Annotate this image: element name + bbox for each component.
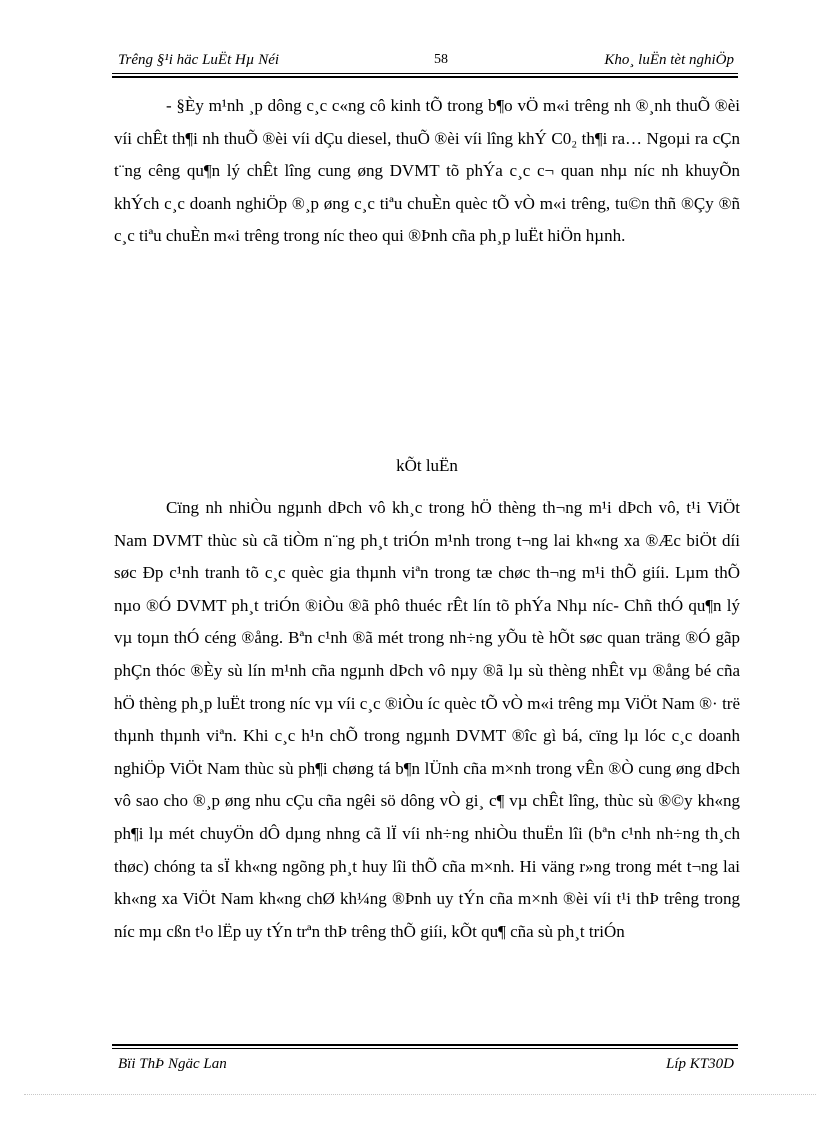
paragraph-2-text: Cïng nh nhiÒu ngµnh dÞch vô kh¸c trong hÖ thèng th¬ng m¹i dÞch vô, t¹i ViÖt Nam DVMT thùc sù cã tiÒm n¨ng ph¸t triÓn m¹nh trong t¬ng lai kh«ng xa ®Æc biÖt díi søc Ðp c¹nh tranh tõ c¸c quèc gia thµnh viªn trong tæ chøc th¬ng m¹i thÕ giíi. Lµm thÕ nµo ®Ó DVMT ph¸t triÓn ®iÒu ®ã phô thuéc rÊt lín tõ phÝa Nhµ níc- Chñ thÓ qu¶n lý vµ toµn thÓ céng ®ång. Bªn c¹nh ®ã mét trong nh÷ng yÕu tè hÕt søc quan träng ®Ó gãp phÇn thóc ®Èy sù lín m¹nh cña ngµnh dÞch vô nµy ®ã lµ sù thèng nhÊt vµ ®ång bé cña hÖ thèng ph¸p luËt trong níc vµ víi c¸c ®iÒu íc quèc tÕ vÒ m«i trêng mµ ViÖt Nam ®· trë thµnh thµnh viªn. Khi c¸c h¹n chÕ trong ngµnh DVMT ®îc gì bá, cïng lµ lóc c¸c doanh nghiÖp ViÖt Nam thùc sù ph¶i chøng tá b¶n lÜnh cña m×nh trong vÊn ®Ò cung øng dÞch vô sao cho ®¸p øng nhu cÇu cña ngêi sö dông vÒ gi¸ c¶ vµ chÊt lîng, thùc sù ®©y kh«ng ph¶i lµ mét chuyÖn dÔ dµng nhng cã lÏ víi nh÷ng nhiÒu thuËn lîi (bªn c¹nh nh÷ng th¸ch thøc) chóng ta sÏ kh«ng ngõng ph¸t huy lîi thÕ cña m×nh. Hi väng r»ng trong mét t¬ng lai kh«ng xa ViÖt Nam kh«ng chØ kh¼ng ®Þnh uy tÝn cña m×nh ®èi víi t¹i thÞ trêng trong níc mµ cßn t¹o lËp uy tÝn trªn thÞ trêng thÕ giíi, kÕt qu¶ cña sù ph¸t triÓn <box>114 498 740 941</box>
header-document-type: Kho¸ luËn tèt nghiÖp <box>604 52 734 68</box>
header-page-number: 58 <box>434 52 448 67</box>
page-header <box>112 50 736 72</box>
header-rule-thick <box>112 76 738 78</box>
page-footer <box>112 1054 738 1078</box>
footer-class-name: Líp KT30D <box>666 1056 734 1072</box>
footer-author-name: Bïi ThÞ Ngäc Lan <box>118 1056 227 1072</box>
footer-rule-thick <box>112 1044 738 1046</box>
paragraph-1-text: - §Èy m¹nh ¸p dông c¸c c«ng cô kinh tÕ trong b¶o vÖ m«i trêng nh ®¸nh thuÕ ®èi víi chÊt th¶i nh thuÕ ®èi víi dÇu diesel, thuÕ ®èi víi lîng khÝ C0₂ th¶i ra… Ngoµi ra cÇn t¨ng cêng qu¶n lý chÊt lîng cung øng DVMT tõ phÝa c¸c c¬ quan nhµ níc nh khuyÕn khÝch c¸c doanh nghiÖp ®¸p øng c¸c tiªu chuÈn quèc tÕ vÒ m«i trêng, tu©n thñ ®Çy ®ñ c¸c tiªu chuÈn m«i trêng trong níc theo qui ®Þnh cña ph¸p luËt hiÖn hµnh. <box>114 96 740 246</box>
page-edge-line <box>24 1094 816 1095</box>
paragraph-recommendations <box>114 90 740 253</box>
header-school-name: Trêng §¹i häc LuËt Hµ Néi <box>118 52 280 68</box>
paragraph-conclusion <box>114 492 740 948</box>
section-title-conclusion: kÕt luËn <box>396 456 458 475</box>
header-rule-thin <box>112 73 738 74</box>
footer-rule-thin <box>112 1048 738 1049</box>
